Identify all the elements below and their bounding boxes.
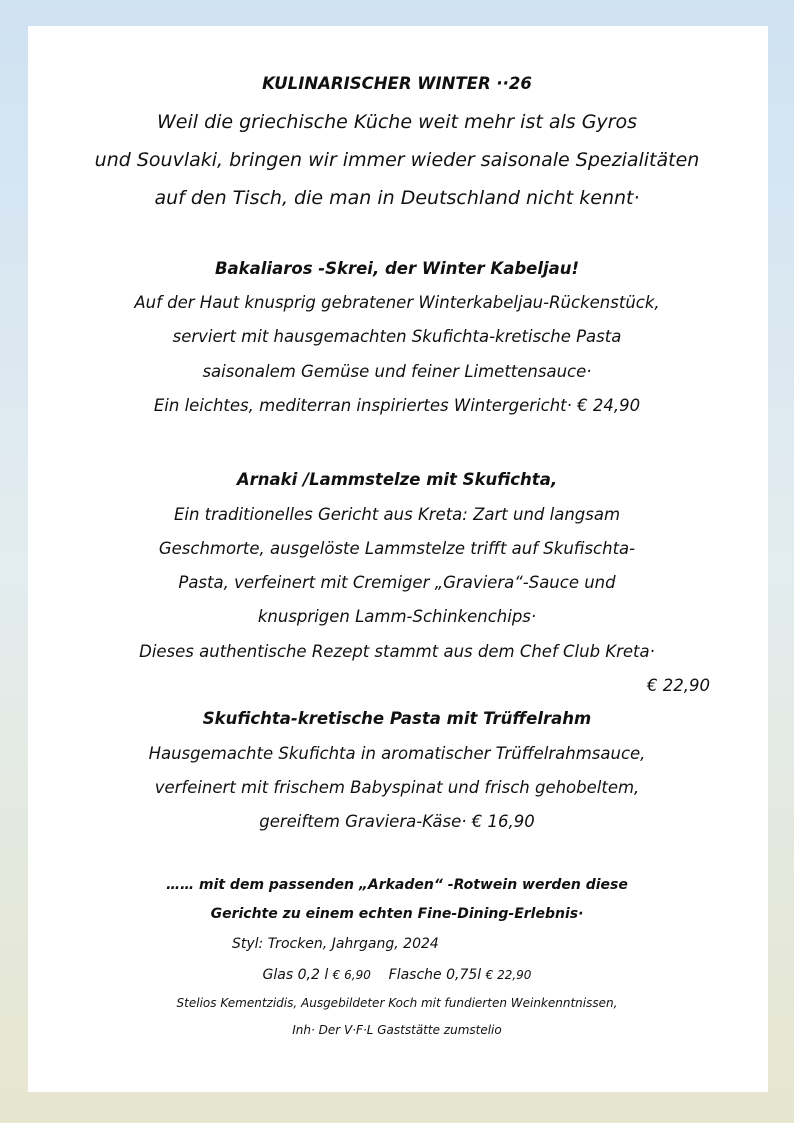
glass-label: Glas 0,2 l (262, 967, 329, 983)
intro-line-1: Weil die griechische Küche weit mehr ist als Gyros (157, 111, 637, 133)
dish-title-bakaliaros: Bakaliaros -Skrei, der Winter Kabeljau! (214, 259, 580, 278)
wine-line-2: Gerichte zu einem echten Fine-Dining-Erlebnis· (210, 906, 584, 922)
dish-line: Geschmorte, ausgelöste Lammstelze trifft auf Skufischta- (158, 539, 636, 558)
wine-line-1: …… mit dem passenden „Arkaden“ -Rotwein werden diese (166, 877, 628, 893)
menu-page (28, 26, 768, 1092)
menu-title: KULINARISCHER WINTER ··26 (262, 74, 532, 93)
dish-line: knusprigen Lamm-Schinkenchips· (257, 607, 537, 626)
dish-line: verfeinert mit frischem Babyspinat und frisch gehobeltem, (154, 778, 640, 797)
bottle-price: € 22,90 (485, 968, 532, 982)
dish-line: Dieses authentische Rezept stammt aus dem Chef Club Kreta· (139, 642, 655, 661)
footer-line-2: Inh· Der V·F·L Gaststätte zumstelio (292, 1023, 502, 1037)
wine-style: Styl: Trocken, Jahrgang, 2024 (232, 936, 439, 952)
dish-price-arnaki: € 22,90 (647, 676, 710, 695)
wine-prices (0, 967, 794, 983)
glass-price: € 6,90 (332, 968, 371, 982)
dish-line: saisonalem Gemüse und feiner Limettensauce· (202, 362, 592, 381)
footer-line-1: Stelios Kementzidis, Ausgebildeter Koch mit fundierten Weinkenntnissen, (176, 996, 618, 1010)
bottle-label: Flasche 0,75l (388, 967, 482, 983)
dish-line-with-price: Ein leichtes, mediterran inspiriertes Wintergericht· € 24,90 (153, 396, 641, 415)
dish-title-arnaki: Arnaki /Lammstelze mit Skufichta, (236, 470, 558, 489)
dish-title-skufichta: Skufichta-kretische Pasta mit Trüffelrahm (202, 709, 592, 728)
dish-line: Auf der Haut knusprig gebratener Winterkabeljau-Rückenstück, (134, 293, 660, 312)
dish-line-with-price: gereiftem Graviera-Käse· € 16,90 (259, 812, 535, 831)
intro-line-2: und Souvlaki, bringen wir immer wieder saisonale Spezialitäten (94, 149, 700, 171)
intro-line-3: auf den Tisch, die man in Deutschland nicht kennt· (154, 187, 640, 209)
dish-line: Hausgemachte Skufichta in aromatischer Trüffelrahmsauce, (148, 744, 646, 763)
dish-line: serviert mit hausgemachten Skufichta-kretische Pasta (172, 327, 622, 346)
dish-line: Ein traditionelles Gericht aus Kreta: Zart und langsam (173, 505, 621, 524)
dish-line: Pasta, verfeinert mit Cremiger „Graviera“-Sauce und (178, 573, 616, 592)
